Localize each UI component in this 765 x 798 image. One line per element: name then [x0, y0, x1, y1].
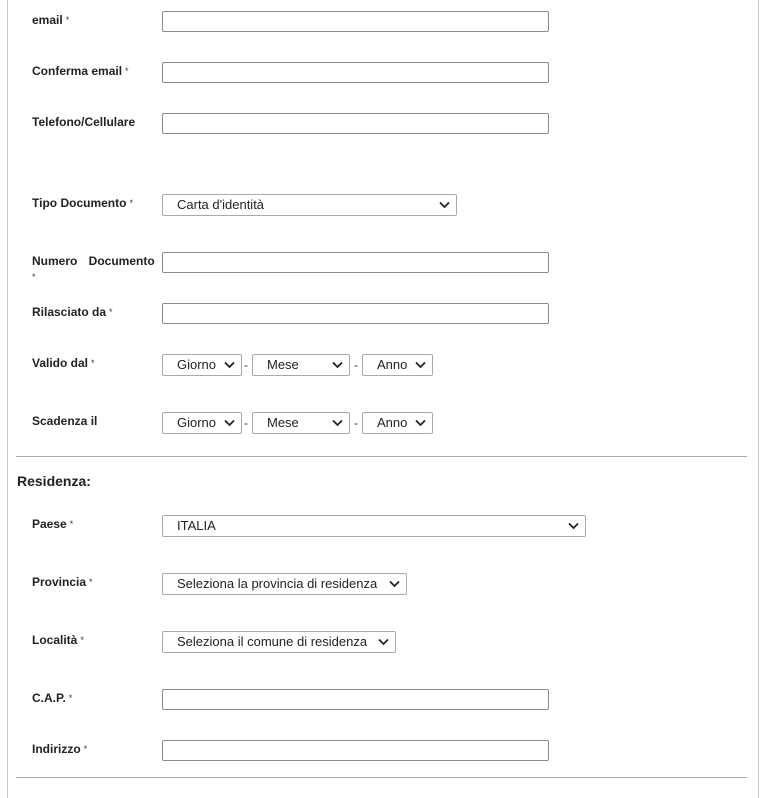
- chevron-down-icon: [389, 580, 400, 588]
- date-separator: -: [354, 358, 358, 372]
- confirm-email-input[interactable]: [162, 62, 549, 83]
- section-divider: [16, 777, 747, 778]
- doc-type-select[interactable]: [162, 194, 457, 216]
- expiry-year-select[interactable]: [362, 412, 433, 434]
- province-select[interactable]: [162, 573, 407, 595]
- doc-type-value: Carta d'identità: [177, 197, 265, 212]
- issued-by-label: Rilasciato da *: [32, 305, 113, 319]
- chevron-down-icon: [415, 419, 426, 427]
- valid-from-month-select[interactable]: [252, 354, 350, 376]
- expiry-day-select[interactable]: [162, 412, 242, 434]
- valid-from-year-select[interactable]: [362, 354, 433, 376]
- date-separator: -: [354, 416, 358, 430]
- date-separator: -: [244, 416, 248, 430]
- city-label: Località *: [32, 633, 84, 647]
- expiry-month-value: Mese: [267, 415, 299, 430]
- valid-from-label: Valido dal *: [32, 356, 95, 370]
- province-label: Provincia *: [32, 575, 93, 589]
- phone-label: Telefono/Cellulare: [32, 115, 136, 129]
- chevron-down-icon: [439, 201, 450, 209]
- country-select[interactable]: [162, 515, 586, 537]
- city-value: Seleziona il comune di residenza: [177, 634, 368, 649]
- chevron-down-icon: [224, 419, 235, 427]
- chevron-down-icon: [415, 361, 426, 369]
- country-label: Paese *: [32, 517, 74, 531]
- chevron-down-icon: [332, 361, 343, 369]
- email-label: email *: [32, 13, 70, 27]
- expiry-year-value: Anno: [377, 415, 408, 430]
- confirm-email-label: Conferma email *: [32, 64, 129, 78]
- country-value: ITALIA: [177, 518, 216, 533]
- valid-from-day-select[interactable]: [162, 354, 242, 376]
- issued-by-input[interactable]: [162, 303, 549, 324]
- zip-input[interactable]: [162, 689, 549, 710]
- valid-from-year-value: Anno: [377, 357, 408, 372]
- chevron-down-icon: [378, 638, 389, 646]
- expiry-label: Scadenza il: [32, 414, 98, 428]
- valid-from-month-value: Mese: [267, 357, 299, 372]
- section-divider: [16, 456, 747, 457]
- doc-type-label: Tipo Documento *: [32, 196, 133, 210]
- chevron-down-icon: [224, 361, 235, 369]
- address-label: Indirizzo *: [32, 742, 88, 756]
- valid-from-day-value: Giorno: [177, 357, 217, 372]
- chevron-down-icon: [568, 522, 579, 530]
- phone-input[interactable]: [162, 113, 549, 134]
- province-value: Seleziona la provincia di residenza: [177, 576, 378, 591]
- expiry-month-select[interactable]: [252, 412, 350, 434]
- doc-number-label: Numero Documento *: [32, 254, 155, 282]
- email-input[interactable]: [162, 11, 549, 32]
- city-select[interactable]: [162, 631, 396, 653]
- expiry-day-value: Giorno: [177, 415, 217, 430]
- doc-number-input[interactable]: [162, 252, 549, 273]
- chevron-down-icon: [332, 419, 343, 427]
- zip-label: C.A.P. *: [32, 691, 73, 705]
- address-input[interactable]: [162, 740, 549, 761]
- residence-section-title: Residenza:: [17, 473, 91, 489]
- date-separator: -: [244, 358, 248, 372]
